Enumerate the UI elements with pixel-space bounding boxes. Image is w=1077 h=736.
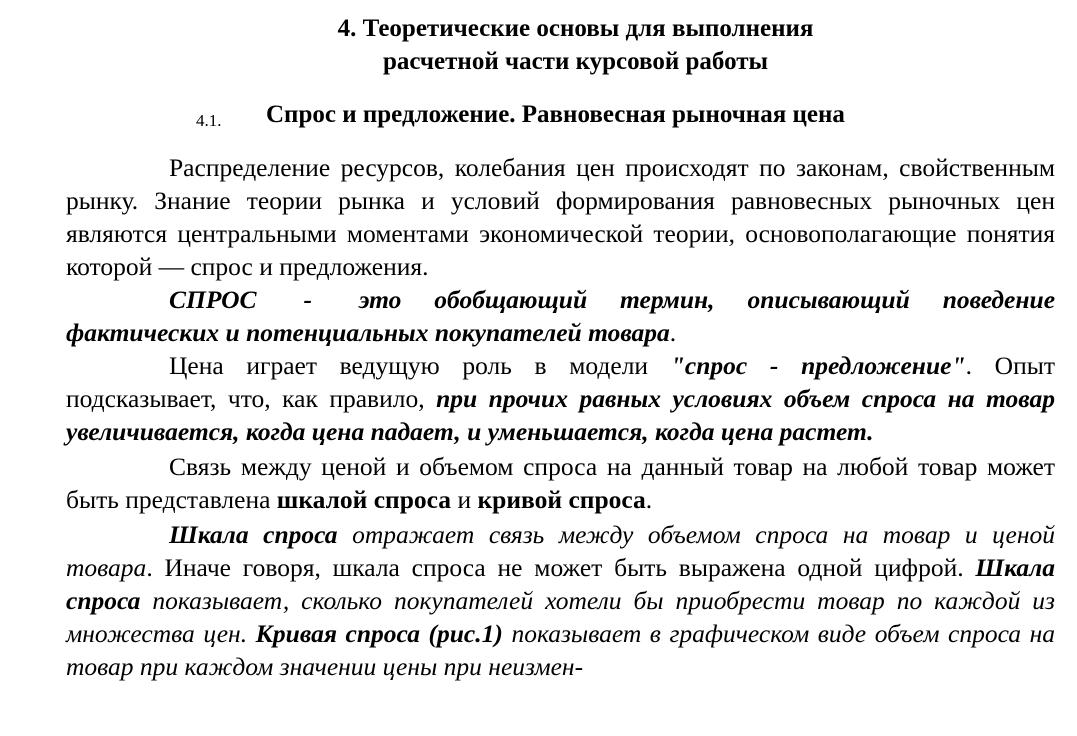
chapter-title — [66, 12, 1055, 78]
term-demand-schedule: Шкала спроса — [169, 520, 338, 549]
demand-definition: это обобщающий термин, описывающий поведение фактических и потенциальных покупателей товара — [66, 285, 1056, 347]
chapter-title-line-2: расчетной части курсовой работы — [382, 48, 769, 75]
definition-dash: - — [303, 285, 312, 314]
paragraph-price-role — [66, 349, 1055, 448]
model-name: "спрос - предложение" — [670, 351, 966, 380]
document-page — [66, 12, 1055, 683]
text-fragment: отражает связь между объемом спроса на товар и ценой товара — [66, 520, 1055, 582]
text-fragment: . Опыт подсказывает, что, как правило, — [66, 351, 1056, 413]
text-fragment: Цена играет ведущую роль в модели — [169, 351, 671, 380]
definition-end: . — [669, 318, 677, 347]
paragraph-market-intro: Распределение ресурсов, колебания цен происходят по законам, свойственным рынку. Знание теории рынка и условий формирования равновесных рыночных цен являются центральными моментами экономической теории, основополагающие понятия которой — спрос и предложения. — [66, 153, 1055, 281]
section-title: Спрос и предложение. Равновесная рыночная цена — [266, 101, 845, 128]
term-demand-curve: кривой спроса — [477, 485, 646, 514]
section-heading — [66, 101, 1055, 135]
section-number: 4.1. — [196, 111, 222, 130]
paragraph-demand-schedule — [66, 518, 1055, 683]
text-fragment: . Иначе говоря, шкала спроса не может быть выражена одной цифрой. — [146, 553, 976, 582]
text-fragment: и — [451, 485, 478, 514]
demand-term: СПРОС — [169, 285, 257, 314]
text-fragment: Связь между ценой и объемом спроса на данный товар на любой товар может быть представлена — [66, 452, 1055, 514]
demand-law-statement: при прочих равных условиях объем спроса на товар увеличивается, когда цена падает, и уменьшается, когда цена растет. — [66, 384, 1055, 446]
term-demand-schedule: Шкала спроса — [66, 553, 1055, 615]
text-fragment: показывает в графическом виде объем спроса на товар при каждом значении цены при неизмен- — [66, 619, 1055, 681]
text-fragment: . — [645, 485, 653, 514]
paragraph-price-demand-relation — [66, 450, 1055, 516]
term-demand-schedule: шкалой спроса — [276, 485, 452, 514]
term-demand-curve-fig: Кривая спроса (рис.1) — [255, 619, 503, 648]
paragraph-demand-definition — [66, 283, 1055, 349]
chapter-title-line-1: 4. Теоретические основы для выполнения — [337, 15, 814, 42]
text-fragment: показывает, сколько покупателей хотели бы приобрести товар по каждой из множества цен. — [66, 586, 1055, 648]
